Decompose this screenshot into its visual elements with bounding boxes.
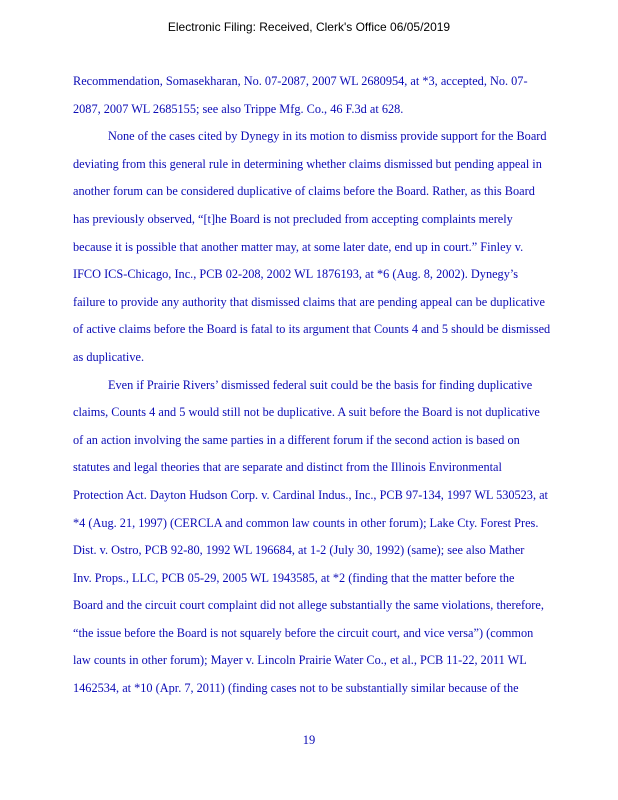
text-line: Board and the circuit court complaint did not allege substantially the same violations, therefore, xyxy=(73,598,544,613)
text-line: statutes and legal theories that are separate and distinct from the Illinois Environmental xyxy=(73,460,502,475)
text-line: Inv. Props., LLC, PCB 05-29, 2005 WL 1943585, at *2 (finding that the matter before the xyxy=(73,570,515,585)
text-line: of an action involving the same parties in a different forum if the second action is based on xyxy=(73,432,520,447)
text-line: failure to provide any authority that dismissed claims that are pending appeal can be duplicative xyxy=(73,294,545,309)
page-number: 19 xyxy=(302,733,316,747)
text-line: *4 (Aug. 21, 1997) (CERCLA and common law counts in other forum); Lake Cty. Forest Pres. xyxy=(73,515,539,530)
text-line: law counts in other forum); Mayer v. Lincoln Prairie Water Co., et al., PCB 11-22, 2011 WL xyxy=(73,653,527,668)
text-line: has previously observed, “[t]he Board is not precluded from accepting complaints merely xyxy=(73,211,513,226)
text-line: Protection Act. Dayton Hudson Corp. v. Cardinal Indus., Inc., PCB 97-134, 1997 WL 530523, at xyxy=(73,487,548,502)
text-line: IFCO ICS-Chicago, Inc., PCB 02-208, 2002 WL 1876193, at *6 (Aug. 8, 2002). Dynegy’s xyxy=(73,267,519,282)
filing-stamp-header: Electronic Filing: Received, Clerk's Office 06/05/2019 xyxy=(167,20,451,34)
text-line: claims, Counts 4 and 5 would still not be duplicative. A suit before the Board is not duplicative xyxy=(73,405,540,420)
text-line: as duplicative. xyxy=(73,349,145,364)
paragraph-start-line: None of the cases cited by Dynegy in its motion to dismiss provide support for the Board xyxy=(108,129,547,144)
text-line: because it is possible that another matter may, at some later date, end up in court.” Finley v. xyxy=(73,239,524,254)
text-line: deviating from this general rule in determining whether claims dismissed but pending appeal in xyxy=(73,156,542,171)
text-line: Recommendation, Somasekharan, No. 07-2087, 2007 WL 2680954, at *3, accepted, No. 07- xyxy=(73,74,528,88)
text-line: of active claims before the Board is fatal to its argument that Counts 4 and 5 should be dismissed xyxy=(73,322,551,337)
text-line: 2087, 2007 WL 2685155; see also Trippe Mfg. Co., 46 F.3d at 628. xyxy=(73,101,404,116)
paragraph-start-line: Even if Prairie Rivers’ dismissed federal suit could be the basis for finding duplicative xyxy=(108,377,533,392)
document-body xyxy=(73,68,595,703)
text-line: Dist. v. Ostro, PCB 92-80, 1992 WL 196684, at 1-2 (July 30, 1992) (same); see also Mather xyxy=(73,543,525,558)
text-line: 1462534, at *10 (Apr. 7, 2011) (finding cases not to be substantially similar because of the xyxy=(73,681,519,696)
text-line: another forum can be considered duplicative of claims before the Board. Rather, as this Board xyxy=(73,184,535,199)
text-line: “the issue before the Board is not squarely before the circuit court, and vice versa”) (common xyxy=(73,625,534,640)
